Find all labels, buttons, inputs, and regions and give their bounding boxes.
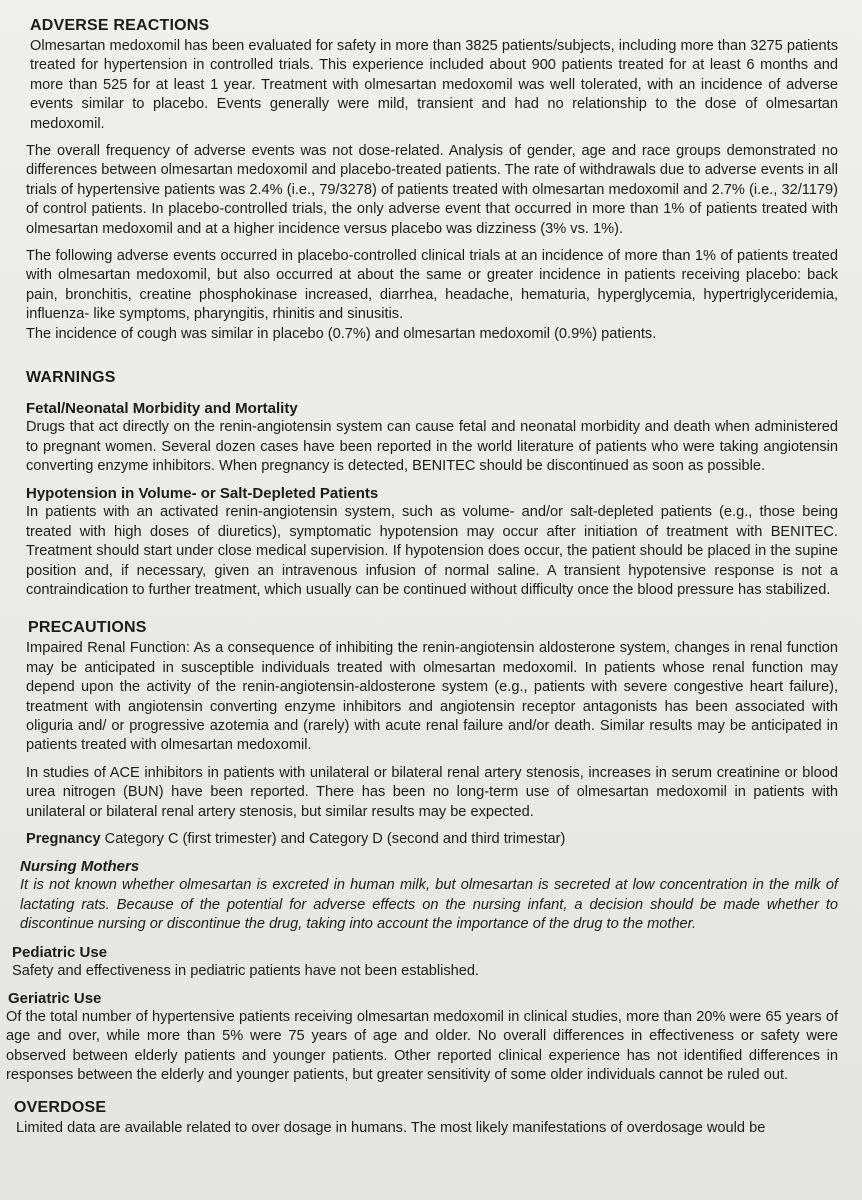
adverse-reactions-section	[24, 16, 838, 344]
nursing-mothers-subheading: Nursing Mothers	[20, 858, 140, 876]
pediatric-use-paragraph: Safety and effectiveness in pediatric patients have not been established.	[12, 962, 480, 979]
fetal-neonatal-subheading: Fetal/Neonatal Morbidity and Mortality	[26, 400, 298, 418]
nursing-mothers-paragraph: It is not known whether olmesartan is excreted in human milk, but olmesartan is secreted at low concentration in the milk of lactating rats. Because of the potential for adverse effects on the nursing infant, a decision should be made whether to discontinue nursing or discontinue the drug, taking into account the importance of the drug to the mother.	[20, 877, 838, 933]
pregnancy-category-text: Category C (first trimester) and Category D (second and third trimestar)	[100, 831, 566, 847]
precautions-heading: PRECAUTIONS	[28, 619, 147, 637]
ace-inhibitors-paragraph: In studies of ACE inhibitors in patients with unilateral or bilateral renal artery stenosis, increases in serum creatinine or blood urea nitrogen (BUN) have been reported. There has been no long-term use of olmesartan medoxomil in patients with unilateral or bilateral renal artery stenosis, but similar results may be expected.	[26, 764, 838, 820]
pregnancy-line	[26, 830, 838, 849]
fetal-neonatal-paragraph: Drugs that act directly on the renin-angiotensin system can cause fetal and neonatal morbidity and death when administered to pregnant women. Several dozen cases have been reported in the world literature of patients who were taking angiotensin converting enzyme inhibitors. When pregnancy is detected, BENITEC should be discontinued as soon as possible.	[26, 419, 838, 474]
overdose-heading: OVERDOSE	[14, 1098, 107, 1116]
adverse-reactions-paragraph-4: The incidence of cough was similar in placebo (0.7%) and olmesartan medoxomil (0.9%) patients.	[26, 325, 657, 342]
pediatric-use-subheading: Pediatric Use	[12, 943, 108, 961]
spacer	[24, 352, 838, 368]
adverse-reactions-paragraph-3: The following adverse events occurred in placebo-controlled clinical trials at an incidence of more than 1% of patients treated with olmesartan medoxomil, but also occurred at about the same or greater incidence in patients receiving placebo: back pain, bronchitis, creatine phosphokinase increased, diarrhea, headache, hematuria, hyperglycemia, hypertriglyceridemia, influenza- like symptoms, pharyngitis, rhinitis and sinusitis.	[26, 248, 838, 323]
overdose-section	[14, 1098, 838, 1138]
document-content	[6, 16, 838, 1138]
impaired-renal-function-paragraph: Impaired Renal Function: As a consequence of inhibiting the renin-angiotensin aldosterone system, changes in renal function may be anticipated in susceptible individuals treated with olmesartan medoxomil. In patients whose renal function may depend upon the activity of the renin-angiotensin-aldosterone system (e.g., patients with severe congestive heart failure), treatment with angiotensin converting enzyme inhibitors and angiotensin receptor antagonists has been associated with oliguria and/ or progressive azotemia and (rarely) with acute renal failure and/or death. Similar results may be anticipated in patients treated with olmesartan medoxomil.	[26, 640, 838, 754]
geriatric-use-paragraph: Of the total number of hypertensive patients receiving olmesartan medoxomil in clinical studies, more than 20% were 65 years of age and over, while more than 5% were 75 years of age and older. No overall differences in effectiveness or safety were observed between elderly patients and younger patients. Other reported clinical experience has not identified differences in responses between the elderly and younger patients, but greater sensitivity of some older individuals cannot be ruled out.	[6, 1009, 838, 1084]
adverse-reactions-paragraph-1: Olmesartan medoxomil has been evaluated for safety in more than 3825 patients/subjects, including more than 3275 patients treated for hypertension in controlled trials. This experience included about 900 patients treated for at least 6 months and more than 525 for at least 1 year. Treatment with olmesartan medoxomil was well tolerated, with an incidence of adverse events similar to placebo. Events generally were mild, transient and had no relationship to the dose of olmesartan medoxomil.	[30, 38, 838, 132]
hypotension-paragraph: In patients with an activated renin-angiotensin system, such as volume- and/or salt-depleted patients (e.g., those being treated with high doses of diuretics), symptomatic hypotension may occur after initiation of treatment with BENITEC. Treatment should start under close medical supervision. If hypotension does occur, the patient should be placed in the supine position and, if necessary, given an intravenous infusion of normal saline. A transient hypotensive response is not a contraindication to further treatment, which usually can be continued without difficulty once the blood pressure has stabilized.	[26, 504, 838, 598]
spacer	[24, 608, 838, 618]
adverse-reactions-heading: ADVERSE REACTIONS	[30, 17, 210, 34]
adverse-reactions-paragraph-2: The overall frequency of adverse events was not dose-related. Analysis of gender, age and race groups demonstrated no differences between olmesartan medoxomil and placebo-treated patients. The rate of withdrawals due to adverse events in all trials of hypertensive patients was 2.4% (i.e., 79/3278) of patients treated with olmesartan medoxomil and 2.7% (i.e., 32/1179) of control patients. In placebo-controlled trials, the only adverse event that occurred in more than 1% of patients treated with olmesartan medoxomil and at a higher incidence versus placebo was dizziness (3% vs. 1%).	[26, 143, 838, 237]
warnings-section	[24, 368, 838, 600]
precautions-section	[6, 618, 838, 1085]
spacer	[24, 389, 838, 399]
pregnancy-label: Pregnancy	[26, 831, 101, 847]
hypotension-subheading: Hypotension in Volume- or Salt-Depleted Patients	[26, 485, 379, 503]
overdose-paragraph: Limited data are available related to over dosage in humans. The most likely manifestations of overdosage would be	[16, 1119, 766, 1136]
warnings-heading: WARNINGS	[26, 369, 116, 387]
geriatric-use-subheading: Geriatric Use	[8, 990, 102, 1008]
